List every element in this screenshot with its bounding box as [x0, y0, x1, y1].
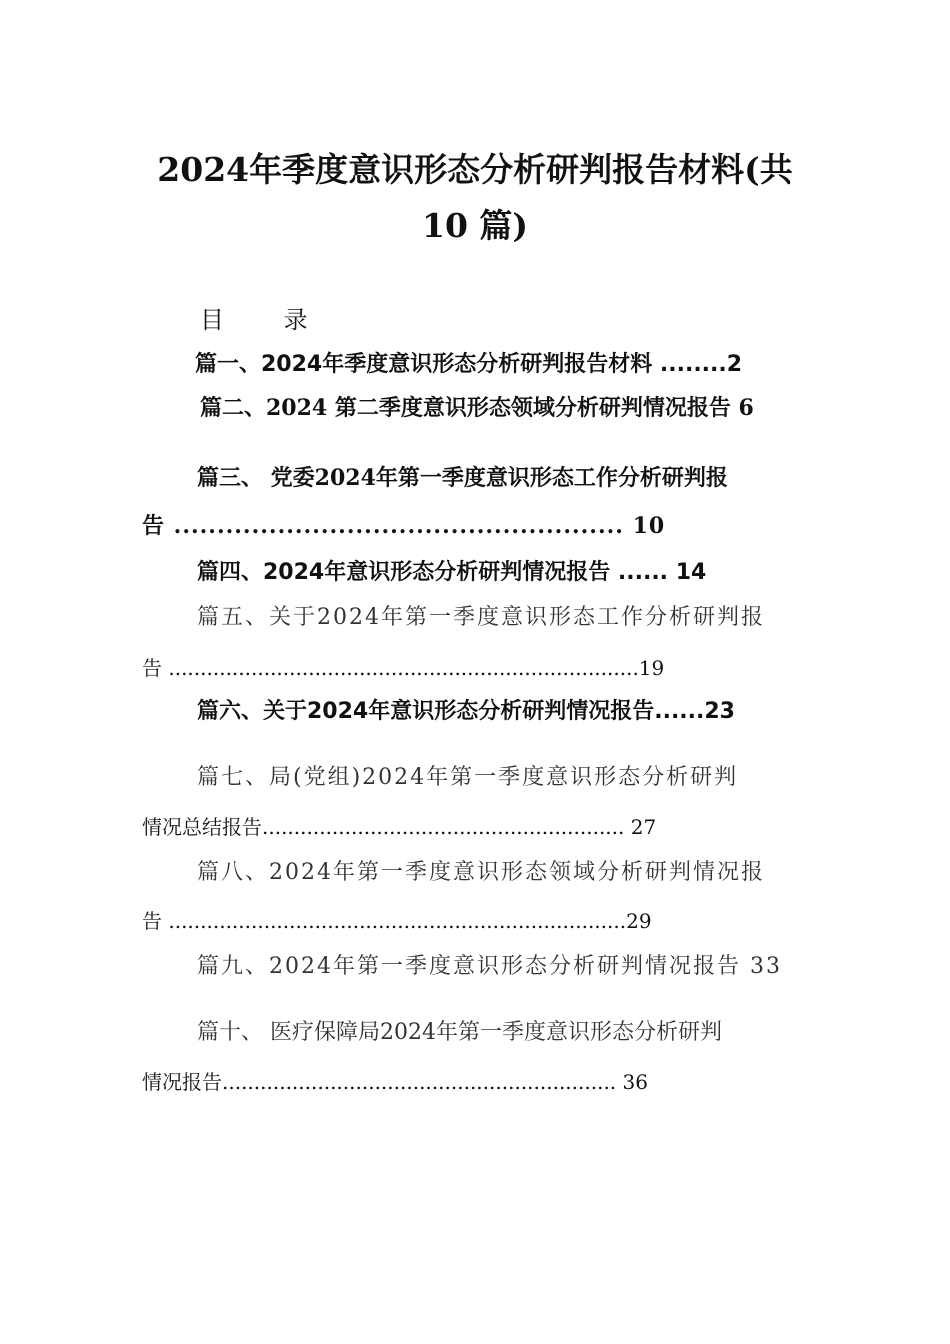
toc-entry-4[interactable]: 篇四、2024年意识形态分析研判情况报告 ...... 14 — [197, 560, 707, 585]
toc-entry-5-line-2[interactable]: 告 ..........................................................................19 — [142, 656, 665, 680]
toc-entry-1[interactable]: 篇一、2024年季度意识形态分析研判报告材料 ........2 — [195, 352, 743, 377]
toc-entry-10-line-2[interactable]: 情况报告.............................................................. 36 — [142, 1070, 648, 1094]
toc-entry-6[interactable]: 篇六、关于2024年意识形态分析研判情况报告......23 — [197, 699, 735, 724]
toc-entry-7-line-1[interactable]: 篇七、局(党组)2024年第一季度意识形态分析研判 — [197, 765, 739, 790]
document-title-line-1: 2024年季度意识形态分析研判报告材料(共 — [157, 150, 793, 189]
toc-entry-2[interactable]: 篇二、2024 第二季度意识形态领域分析研判情况报告 6 — [200, 395, 754, 421]
toc-entry-3-line-1[interactable]: 篇三、 党委2024年第一季度意识形态工作分析研判报 — [197, 465, 728, 491]
toc-entry-10-line-1[interactable]: 篇十、 医疗保障局2024年第一季度意识形态分析研判 — [197, 1020, 722, 1045]
toc-entry-3-line-2[interactable]: 告 .................................................... 10 — [142, 513, 666, 539]
toc-entry-8-line-1[interactable]: 篇八、2024年第一季度意识形态领域分析研判情况报 — [197, 860, 765, 885]
toc-entry-9[interactable]: 篇九、2024年第一季度意识形态分析研判情况报告 33 — [197, 954, 782, 979]
toc-entry-5-line-1[interactable]: 篇五、关于2024年第一季度意识形态工作分析研判报 — [197, 605, 765, 630]
document-title-line-2: 10 篇) — [421, 206, 529, 245]
toc-entry-8-line-2[interactable]: 告 ........................................................................29 — [142, 909, 652, 933]
toc-heading: 目 录 — [200, 306, 334, 334]
toc-entry-7-line-2[interactable]: 情况总结报告......................................................... 27 — [142, 815, 657, 839]
